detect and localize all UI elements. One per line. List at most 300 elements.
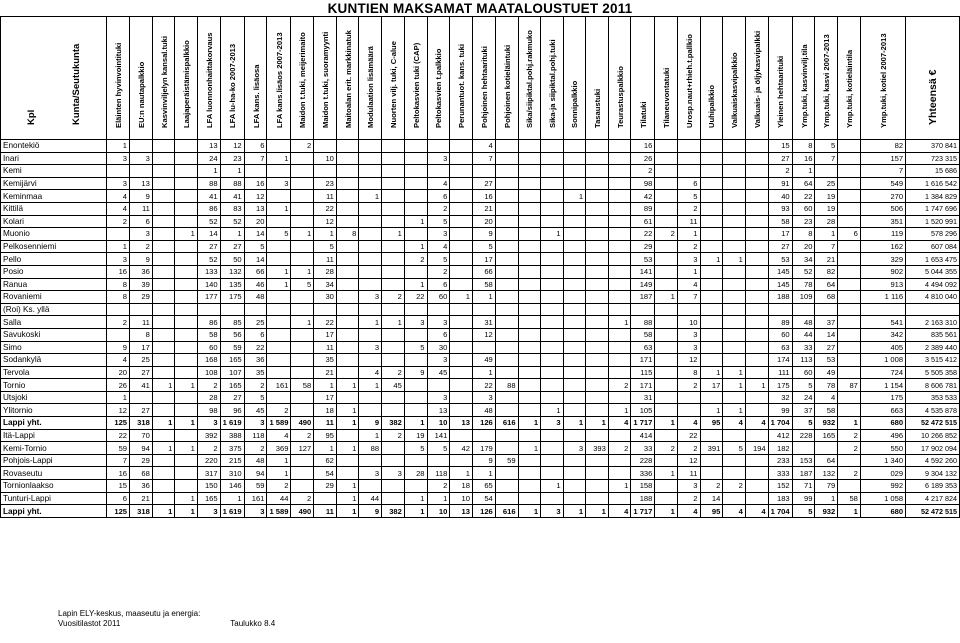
table-row <box>1 291 960 304</box>
cell <box>655 391 678 404</box>
cell <box>541 379 564 392</box>
cell <box>563 253 586 266</box>
cell <box>655 429 678 442</box>
table-row <box>1 417 960 430</box>
header-col-0 <box>107 17 130 140</box>
cell: 2 <box>838 467 861 480</box>
cell <box>608 429 631 442</box>
header-col-4 <box>197 17 220 140</box>
cell <box>291 391 314 404</box>
cell <box>267 165 291 178</box>
cell: 414 <box>631 429 655 442</box>
cell <box>631 303 655 316</box>
table-row <box>1 316 960 329</box>
cell: 115 <box>631 366 655 379</box>
cell <box>586 328 609 341</box>
cell: 2 <box>291 492 314 505</box>
cell: 2 <box>427 202 450 215</box>
cell <box>745 328 768 341</box>
cell <box>745 454 768 467</box>
cell: 161 <box>267 379 291 392</box>
cell: 1 <box>472 467 495 480</box>
cell <box>586 291 609 304</box>
cell <box>838 265 861 278</box>
cell: 1 340 <box>860 454 905 467</box>
cell: 33 <box>631 442 655 455</box>
header-col-12-label: Nuorten vilj. tuki, C-alue <box>388 41 398 128</box>
cell: 118 <box>244 429 267 442</box>
cell: 41 <box>197 190 220 203</box>
row-total-eur: 723 315 <box>906 152 960 165</box>
cell: 8 <box>130 328 153 341</box>
cell: 14 <box>700 492 723 505</box>
cell <box>336 165 359 178</box>
cell <box>404 379 427 392</box>
cell <box>745 228 768 241</box>
cell <box>359 454 382 467</box>
cell: 158 <box>631 480 655 493</box>
cell: 9 <box>130 253 153 266</box>
cell: 2 <box>107 316 130 329</box>
cell <box>745 265 768 278</box>
cell: 220 <box>197 454 220 467</box>
cell <box>472 341 495 354</box>
cell: 66 <box>244 265 267 278</box>
cell <box>267 240 291 253</box>
cell <box>175 278 198 291</box>
row-name: Muonio <box>1 228 107 241</box>
row-total-eur: 1 384 829 <box>906 190 960 203</box>
footer-statistics: Vuositilastot 2011 <box>58 618 121 628</box>
cell: 132 <box>220 265 244 278</box>
cell <box>267 391 291 404</box>
cell: 1 <box>220 492 244 505</box>
cell <box>359 253 382 266</box>
cell: 165 <box>815 429 838 442</box>
cell: 6 <box>838 228 861 241</box>
cell: 53 <box>768 253 792 266</box>
cell <box>404 404 427 417</box>
cell: 1 <box>541 228 564 241</box>
cell <box>655 379 678 392</box>
cell <box>838 190 861 203</box>
cell: 1 <box>220 165 244 178</box>
cell: 8 <box>792 228 815 241</box>
cell <box>175 429 198 442</box>
cell <box>518 341 541 354</box>
cell: 2 <box>267 480 291 493</box>
cell <box>336 253 359 266</box>
cell <box>700 165 723 178</box>
cell <box>518 366 541 379</box>
cell <box>563 467 586 480</box>
cell <box>495 366 518 379</box>
cell: 66 <box>472 265 495 278</box>
cell: 496 <box>860 429 905 442</box>
cell: 2 <box>291 140 314 153</box>
cell: 83 <box>220 202 244 215</box>
cell: 3 <box>267 177 291 190</box>
cell <box>700 215 723 228</box>
cell <box>677 404 700 417</box>
cell <box>382 177 405 190</box>
row-total-eur: 15 686 <box>906 165 960 178</box>
cell <box>586 366 609 379</box>
cell <box>450 202 473 215</box>
row-total-eur: 10 266 852 <box>906 429 960 442</box>
header-col-29-label: Yleinen hehtaarituki <box>776 55 786 128</box>
header-total-eur <box>906 17 960 140</box>
cell <box>175 341 198 354</box>
cell <box>450 265 473 278</box>
cell <box>563 228 586 241</box>
cell: 12 <box>677 354 700 367</box>
cell: 3 <box>677 328 700 341</box>
table-row <box>1 467 960 480</box>
cell: 317 <box>197 467 220 480</box>
row-name: Enontekiö <box>1 140 107 153</box>
header-col-6-label: LFA kans. lisäosa <box>251 64 261 128</box>
cell <box>314 303 337 316</box>
cell <box>838 366 861 379</box>
cell <box>563 240 586 253</box>
cell: 5 <box>267 228 291 241</box>
cell <box>359 202 382 215</box>
cell <box>586 140 609 153</box>
cell <box>382 253 405 266</box>
cell: 41 <box>220 190 244 203</box>
cell: 5 <box>815 140 838 153</box>
header-col-27-label: Valkuaiskasvipalkkio <box>730 52 740 128</box>
row-total-eur: 2 163 310 <box>906 316 960 329</box>
cell: 17 <box>314 391 337 404</box>
cell: 18 <box>450 480 473 493</box>
cell <box>608 366 631 379</box>
cell: 1 <box>838 417 861 430</box>
header-col-3-label: Laajaperäistämispalkkio <box>182 40 192 128</box>
cell: 174 <box>768 354 792 367</box>
cell: 187 <box>792 467 815 480</box>
cell: 1 <box>723 366 746 379</box>
cell <box>450 215 473 228</box>
cell: 48 <box>792 316 815 329</box>
cell: 13 <box>130 177 153 190</box>
cell: 1 <box>608 480 631 493</box>
cell: 27 <box>768 240 792 253</box>
cell <box>723 341 746 354</box>
cell <box>495 140 518 153</box>
cell: 52 <box>197 215 220 228</box>
cell: 680 <box>860 417 905 430</box>
row-name: Lappi yht. <box>1 505 107 518</box>
row-total-eur: 4 494 092 <box>906 278 960 291</box>
cell: 27 <box>220 240 244 253</box>
cell: 88 <box>197 177 220 190</box>
header-col-25 <box>677 17 700 140</box>
cell <box>291 480 314 493</box>
row-total-eur: 3 515 412 <box>906 354 960 367</box>
cell <box>723 391 746 404</box>
cell: 2 <box>404 253 427 266</box>
cell <box>382 404 405 417</box>
header-col-13 <box>404 17 427 140</box>
cell: 1 <box>175 505 198 518</box>
cell <box>700 467 723 480</box>
cell <box>745 140 768 153</box>
cell <box>563 492 586 505</box>
cell <box>314 165 337 178</box>
cell <box>541 253 564 266</box>
cell <box>175 366 198 379</box>
row-name: Tunturi-Lappi <box>1 492 107 505</box>
cell: 2 <box>197 379 220 392</box>
cell: 7 <box>107 454 130 467</box>
cell <box>838 480 861 493</box>
cell <box>472 303 495 316</box>
header-col-14 <box>427 17 450 140</box>
cell <box>838 202 861 215</box>
cell: 36 <box>130 265 153 278</box>
cell: 9 <box>472 454 495 467</box>
row-name: Kemi-Tornio <box>1 442 107 455</box>
cell: 2 <box>382 291 405 304</box>
cell: 17 <box>768 228 792 241</box>
header-col-15 <box>450 17 473 140</box>
cell <box>291 328 314 341</box>
cell: 25 <box>130 354 153 367</box>
cell: 1 <box>450 467 473 480</box>
cell <box>745 177 768 190</box>
cell: 3 <box>107 152 130 165</box>
table-row <box>1 328 960 341</box>
header-col-14-label: Peltokasvien t.palkkio <box>434 48 444 128</box>
cell: 4 <box>677 278 700 291</box>
cell <box>175 291 198 304</box>
cell <box>745 467 768 480</box>
cell: 3 <box>197 417 220 430</box>
cell: 1 <box>267 265 291 278</box>
cell <box>404 303 427 316</box>
cell: 2 <box>655 228 678 241</box>
cell: 1 <box>792 165 815 178</box>
cell: 228 <box>792 429 815 442</box>
cell <box>518 240 541 253</box>
cell <box>130 140 153 153</box>
cell: 2 <box>382 366 405 379</box>
cell: 25 <box>244 316 267 329</box>
cell <box>655 404 678 417</box>
cell <box>723 303 746 316</box>
cell: 29 <box>314 480 337 493</box>
row-name: Keminmaa <box>1 190 107 203</box>
row-total-eur: 578 296 <box>906 228 960 241</box>
row-name: Rovaseutu <box>1 467 107 480</box>
cell: 1 704 <box>768 505 792 518</box>
cell: 5 <box>244 240 267 253</box>
cell: 6 <box>130 215 153 228</box>
cell: 3 <box>563 442 586 455</box>
cell <box>450 354 473 367</box>
cell <box>677 140 700 153</box>
cell: 21 <box>815 253 838 266</box>
cell: 382 <box>382 417 405 430</box>
cell <box>382 265 405 278</box>
cell: 52 <box>792 265 815 278</box>
cell: 60 <box>427 291 450 304</box>
header-col-6 <box>244 17 267 140</box>
cell <box>655 265 678 278</box>
cell <box>267 140 291 153</box>
cell <box>541 240 564 253</box>
cell <box>608 240 631 253</box>
cell <box>152 278 175 291</box>
cell: 91 <box>768 177 792 190</box>
cell: 1 <box>291 316 314 329</box>
header-col-5-label: LFA lu-ha-ko 2007-2013 <box>228 43 238 128</box>
cell <box>655 341 678 354</box>
cell <box>723 165 746 178</box>
table-row <box>1 202 960 215</box>
cell <box>175 467 198 480</box>
cell <box>792 442 815 455</box>
cell <box>586 316 609 329</box>
cell <box>518 228 541 241</box>
cell <box>382 140 405 153</box>
cell: 902 <box>860 265 905 278</box>
cell <box>745 278 768 291</box>
cell: 16 <box>244 177 267 190</box>
table-row <box>1 152 960 165</box>
cell: 10 <box>427 417 450 430</box>
cell <box>700 328 723 341</box>
cell: 1 <box>336 417 359 430</box>
cell <box>586 404 609 417</box>
table-row <box>1 379 960 392</box>
cell <box>563 278 586 291</box>
cell <box>723 354 746 367</box>
cell: 375 <box>220 442 244 455</box>
cell: 1 <box>723 379 746 392</box>
cell: 724 <box>860 366 905 379</box>
cell <box>359 354 382 367</box>
cell <box>175 215 198 228</box>
cell: 11 <box>677 215 700 228</box>
cell <box>336 215 359 228</box>
cell <box>745 202 768 215</box>
cell: 93 <box>768 202 792 215</box>
cell <box>404 228 427 241</box>
cell: 2 <box>838 429 861 442</box>
cell: 109 <box>792 291 815 304</box>
cell <box>655 253 678 266</box>
cell: 1 <box>359 316 382 329</box>
cell: 1 <box>267 278 291 291</box>
header-col-31 <box>815 17 838 140</box>
cell: 1 <box>152 417 175 430</box>
cell: 86 <box>197 202 220 215</box>
cell: 45 <box>427 366 450 379</box>
cell: 95 <box>314 429 337 442</box>
cell: 8 <box>336 228 359 241</box>
cell <box>677 303 700 316</box>
cell: 194 <box>745 442 768 455</box>
cell: 1 <box>359 190 382 203</box>
footer-table-number: Taulukko 8.4 <box>230 618 276 628</box>
cell <box>563 140 586 153</box>
cell <box>563 404 586 417</box>
cell: 1 <box>314 442 337 455</box>
cell: 2 <box>677 240 700 253</box>
cell: 215 <box>220 454 244 467</box>
cell <box>838 316 861 329</box>
cell <box>152 391 175 404</box>
row-name: Kemi <box>1 165 107 178</box>
cell: 27 <box>130 404 153 417</box>
cell: 932 <box>815 417 838 430</box>
cell <box>655 492 678 505</box>
cell: 2 <box>267 404 291 417</box>
header-col-10 <box>336 17 359 140</box>
cell: 20 <box>244 215 267 228</box>
cell: 1 <box>655 505 678 518</box>
cell: 6 <box>427 190 450 203</box>
cell <box>382 152 405 165</box>
cell <box>267 341 291 354</box>
cell <box>745 152 768 165</box>
cell <box>291 404 314 417</box>
cell: 1 717 <box>631 417 655 430</box>
row-name: Posio <box>1 265 107 278</box>
cell: 27 <box>815 341 838 354</box>
cell: 53 <box>631 253 655 266</box>
cell <box>359 152 382 165</box>
cell <box>518 253 541 266</box>
cell <box>745 480 768 493</box>
cell: 14 <box>244 253 267 266</box>
cell: 11 <box>314 341 337 354</box>
cell <box>197 303 220 316</box>
cell: 1 704 <box>768 417 792 430</box>
row-name: Salla <box>1 316 107 329</box>
cell: 78 <box>792 278 815 291</box>
cell: 2 <box>631 165 655 178</box>
header-col-13-label: Peltokasvien tuki (CAP) <box>411 42 421 128</box>
cell: 1 <box>336 404 359 417</box>
cell: 5 <box>427 215 450 228</box>
cell <box>267 215 291 228</box>
cell: 17 <box>472 253 495 266</box>
cell: 60 <box>792 366 815 379</box>
cell <box>700 291 723 304</box>
table-row <box>1 265 960 278</box>
cell <box>404 454 427 467</box>
cell <box>563 328 586 341</box>
row-total-eur: 1 653 475 <box>906 253 960 266</box>
cell: 20 <box>472 215 495 228</box>
cell: 1 <box>586 505 609 518</box>
cell <box>495 391 518 404</box>
cell: 39 <box>130 278 153 291</box>
cell <box>541 165 564 178</box>
cell: 3 <box>427 316 450 329</box>
cell: 56 <box>220 328 244 341</box>
cell <box>608 354 631 367</box>
cell <box>518 202 541 215</box>
cell <box>700 240 723 253</box>
cell: 1 <box>677 265 700 278</box>
cell: 20 <box>792 240 815 253</box>
cell: 45 <box>244 404 267 417</box>
